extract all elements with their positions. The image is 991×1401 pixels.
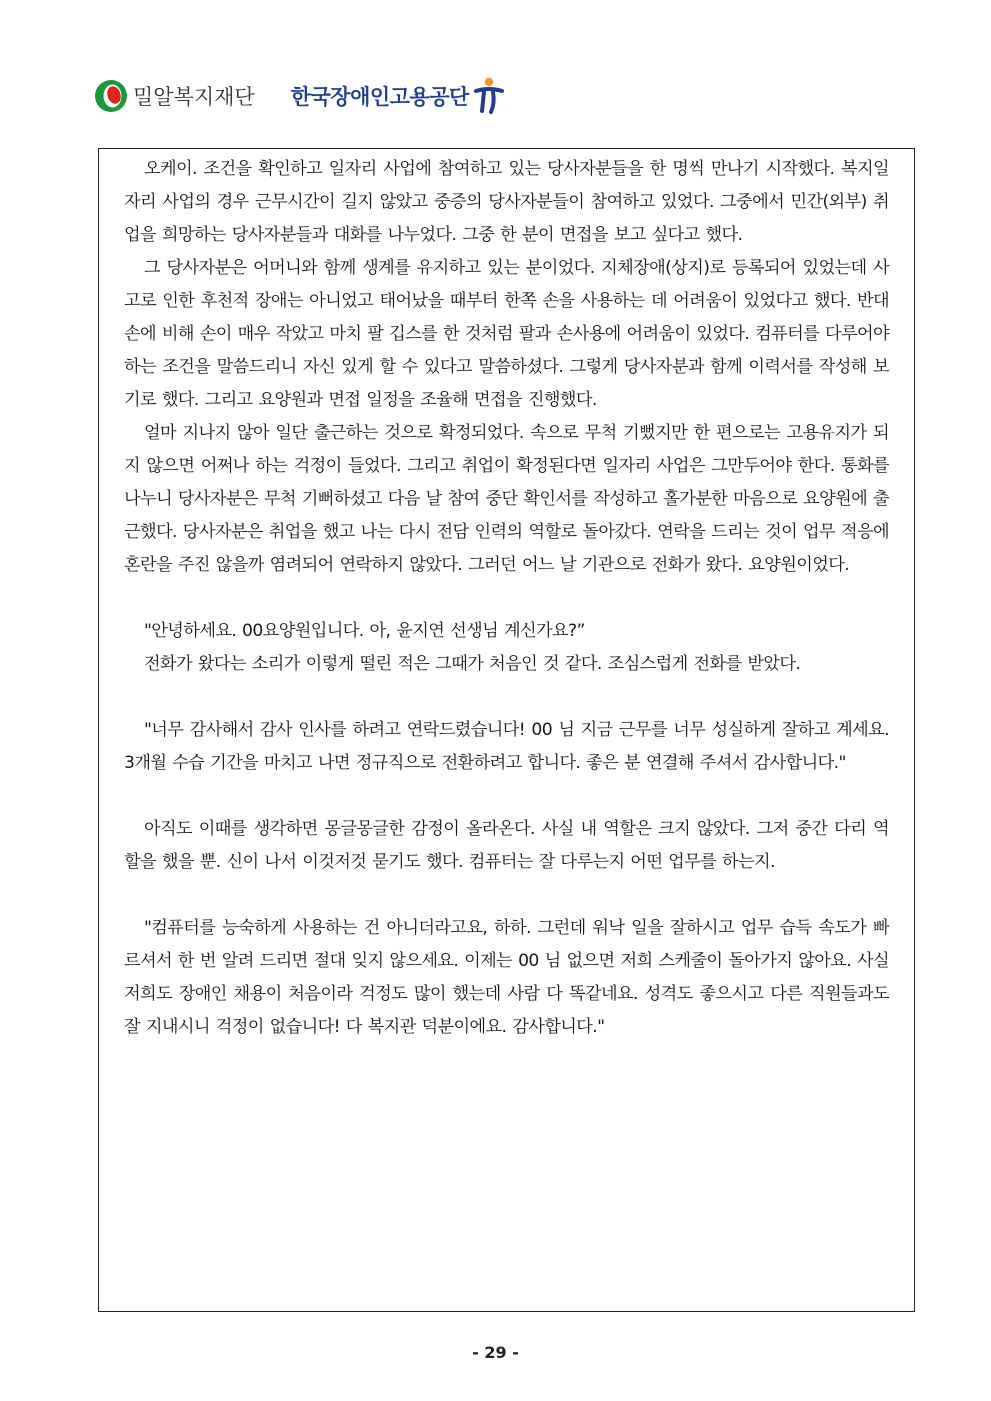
paragraph-5: 아직도 이때를 생각하면 몽글몽글한 감정이 올라온다. 사실 내 역할은 크지 않았다. 그저 중간 다리 역할을 했을 뿐. 신이 나서 이것저것 묻기도 했다. 컴퓨터는 잘 다루는지 어떤 업무를 하는지. [124,819,889,872]
paragraph-3: 얼마 지나지 않아 일단 출근하는 것으로 확정되었다. 속으로 무척 기뻤지만 한 편으로는 고용유지가 되지 않으면 어쩌나 하는 걱정이 들었다. 그리고 취업이 확정된다면 일자리 사업은 그만두어야 한다. 통화를 나누니 당사자분은 무척 기뻐하셨고 다음 날 참여 중단 확인서를 작성하고 홀가분한 마음으로 요양원에 출근했다. 당사자분은 취업을 했고 나는 다시 전담 인력의 역할로 돌아갔다. 연락을 드리는 것이 업무 적응에 혼란을 주진 않을까 염려되어 연락하지 않았다. 그러던 어느 날 기관으로 전화가 왔다. 요양원이었다. [124,423,889,575]
milal-name: 밀알복지재단 [133,85,255,109]
page-number: - 29 - [472,1343,519,1362]
paragraph-spacer [124,582,889,615]
paragraph-2: 그 당사자분은 어머니와 함께 생계를 유지하고 있는 분이었다. 지체장애(상지)로 등록되어 있었는데 사고로 인한 후천적 장애는 아니었고 태어났을 때부터 한쪽 손을 사용하는 데 어려움이 있었다고 했다. 반대 손에 비해 손이 매우 작았고 마치 팔 깁스를 한 것처럼 팔과 손사용에 어려움이 있었다. 컴퓨터를 다루어야 하는 조건을 말씀드리니 자신 있게 할 수 있다고 말씀하셨다. 그렇게 당사자분과 함께 이력서를 작성해 보기로 했다. 그리고 요양원과 면접 일정을 조율해 면접을 진행했다. [124,258,889,410]
paragraph-spacer [124,879,889,912]
quote-2: "너무 감사해서 감사 인사를 하려고 연락드렸습니다! 00 님 지금 근무를 너무 성실하게 잘하고 계세요. 3개월 수습 기간을 마치고 나면 정규직으로 전환하려고 합니다. 좋은 분 연결해 주셔서 감사합니다." [124,720,889,773]
page-header [94,74,505,118]
paragraph-spacer [124,780,889,813]
kead-name: 한국장애인고용공단 [290,85,469,109]
paragraph-4: 전화가 왔다는 소리가 이렇게 떨린 적은 그때가 처음인 것 같다. 조심스럽게 전화를 받았다. [144,654,801,674]
quote-3: "컴퓨터를 능숙하게 사용하는 건 아니더라고요, 하하. 그런데 워낙 일을 잘하시고 업무 습득 속도가 빠르셔서 한 번 알려 드리면 절대 잊지 않으세요. 이제는 00 님 없으면 저희 스케줄이 돌아가지 않아요. 사실 저희도 장애인 채용이 처음이라 걱정도 많이 했는데 사람 다 똑같네요. 성격도 좋으시고 다른 직원들과도 잘 지내시니 걱정이 없습니다! 다 복지관 덕분이에요. 감사합니다." [124,918,889,1037]
milal-logo-icon [94,79,128,113]
milal-logo [94,79,255,113]
kead-logo-icon [473,77,505,115]
paragraph-spacer [124,681,889,714]
kead-logo [291,77,505,115]
paragraph-1: 오케이. 조건을 확인하고 일자리 사업에 참여하고 있는 당사자분들을 한 명씩 만나기 시작했다. 복지일자리 사업의 경우 근무시간이 길지 않았고 중증의 당사자분들이 참여하고 있었다. 그중에서 민간(외부) 취업을 희망하는 당사자분들과 대화를 나누었다. 그중 한 분이 면접을 보고 싶다고 했다. [124,159,889,245]
quote-1: "안녕하세요. 00요양원입니다. 아, 윤지연 선생님 계신가요?” [144,621,585,641]
body-text [124,153,889,1044]
